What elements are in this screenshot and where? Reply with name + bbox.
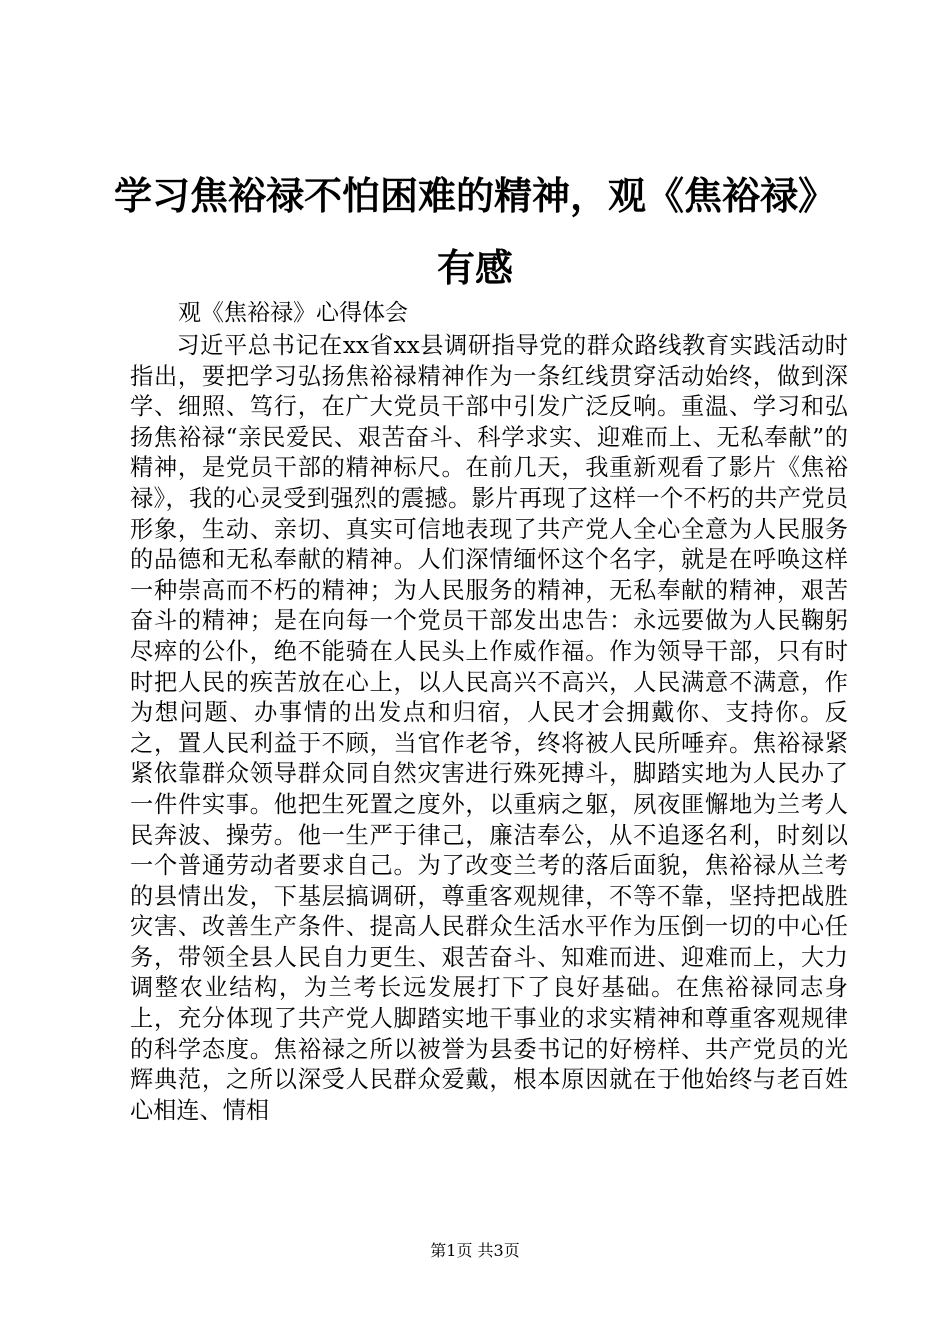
document-subtitle: 观《焦裕禄》心得体会: [178, 300, 408, 326]
page-indicator: 第1页 共3页: [430, 1241, 520, 1260]
document-title: 学习焦裕禄不怕困难的精神，观《焦裕禄》有感: [113, 173, 836, 290]
body-paragraph: 习近平总书记在xx省xx县调研指导党的群众路线教育实践活动时指出，要把学习弘扬焦裕禄精神作为一条红线贯穿活动始终，做到深学、细照、笃行，在广大党员干部中引发广泛反响。重温、学习和弘扬焦裕禄“亲民爱民、艰苦奋斗、科学求实、迎难而上、无私奉献”的精神，是党员干部的精神标尺。在前几天，我重新观看了影片《焦裕禄》，我的心灵受到强烈的震撼。影片再现了这样一个不朽的共产党员形象，生动、亲切、真实可信地表现了共产党人全心全意为人民服务的品德和无私奉献的精神。人们深情缅怀这个名字，就是在呼唤这样一种崇高而不朽的精神；为人民服务的精神，无私奉献的精神，艰苦奋斗的精神；是在向每一个党员干部发出忠告：永远要做为人民鞠躬尽瘁的公仆，绝不能骑在人民头上作威作福。作为领导干部，只有时时把人民的疾苦放在心上，以人民高兴不高兴，人民满意不满意，作为想问题、办事情的出发点和归宿，人民才会拥戴你、支持你。反之，置人民利益于不顾，当官作老爷，终将被人民所唾弃。焦裕禄紧紧依靠群众领导群众同自然灾害进行殊死搏斗，脚踏实地为人民办了一件件实事。他把生死置之度外，以重病之躯，夙夜匪懈地为兰考人民奔波、操劳。他一生严于律己，廉洁奉公，从不追逐名利，时刻以一个普通劳动者要求自己。为了改变兰考的落后面貌，焦裕禄从兰考的县情出发，下基层搞调研，尊重客观规律，不等不靠，坚持把战胜灾害、改善生产条件、提高人民群众生活水平作为压倒一切的中心任务，带领全县人民自力更生、艰苦奋斗、知难而进、迎难而上，大力调整农业结构，为兰考长远发展打下了良好基础。在焦裕禄同志身上，充分体现了共产党人脚踏实地干事业的求实精神和尊重客观规律的科学态度。焦裕禄之所以被誉为县委书记的好榜样、共产党员的光辉典范，之所以深受人民群众爱戴，根本原因就在于他始终与老百姓心相连、情相: [130, 332, 848, 1124]
